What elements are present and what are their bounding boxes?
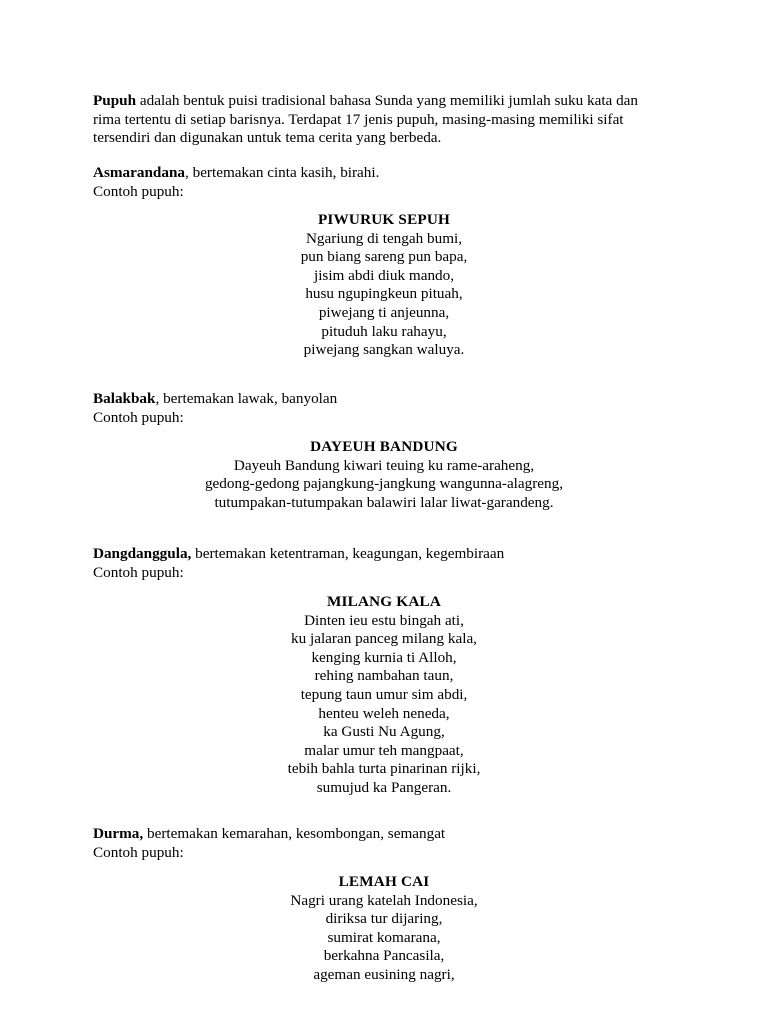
section-description: bertemakan kemarahan, kesombongan, semangat (143, 825, 446, 842)
poem-title: PIWURUK SEPUH (317, 211, 451, 228)
example-label: Contoh pupuh: (93, 843, 184, 861)
poem-line: rehing nambahan taun, (314, 667, 454, 685)
section-durma (93, 825, 673, 983)
poem-line: Dayeuh Bandung kiwari teuing ku rame-araheng, (233, 456, 535, 474)
poem-line: ageman eusining nagri, (313, 965, 455, 983)
section-description: bertemakan ketentraman, keagungan, kegembiraan (191, 545, 505, 562)
poem (93, 211, 675, 360)
poem-line: Dinten ieu estu bingah ati, (304, 611, 464, 629)
intro-line: tersendiri dan digunakan untuk tema cerita yang berbeda. (93, 129, 442, 147)
poem-line: husu ngupingkeun pituah, (305, 285, 463, 303)
poem-line: sumujud ka Pangeran. (316, 778, 452, 796)
poem-line: ku jalaran panceg milang kala, (291, 630, 477, 648)
poem-line: Ngariung di tengah bumi, (305, 229, 463, 247)
poem-line: Nagri urang katelah Indonesia, (290, 891, 478, 909)
intro-line: adalah bentuk puisi tradisional bahasa Sunda yang memiliki jumlah suku kata dan (136, 92, 638, 109)
poem-line: henteu weleh neneda, (318, 704, 450, 722)
poem-line: tutumpakan-tutumpakan balawiri lalar liwat-garandeng. (214, 493, 554, 511)
poem-title: MILANG KALA (326, 593, 441, 610)
poem-title: LEMAH CAI (338, 873, 430, 890)
poem-title: DAYEUH BANDUNG (310, 438, 458, 455)
intro-line: rima tertentu di setiap barisnya. Terdapat 17 jenis pupuh, masing-masing memiliki sifat (93, 110, 624, 128)
poem (93, 873, 675, 985)
section-heading (93, 390, 673, 409)
poem-line: tebih bahla turta pinarinan rijki, (287, 760, 481, 778)
section-balakbak (93, 390, 673, 511)
poem-line: tepung taun umur sim abdi, (300, 685, 468, 703)
section-heading (93, 545, 673, 564)
poem-line: kenging kurnia ti Alloh, (311, 648, 457, 666)
poem-line: piwejang ti anjeunna, (318, 303, 450, 321)
section-dangdanggula (93, 545, 673, 796)
poem-line: ka Gusti Nu Agung, (323, 723, 445, 741)
intro-term: Pupuh (93, 92, 137, 109)
poem-line: pituduh laku rahayu, (321, 322, 447, 340)
section-name: Dangdanggula, (93, 545, 192, 562)
section-heading (93, 164, 673, 183)
poem-line: gedong-gedong pajangkung-jangkung wangunna-alagreng, (204, 475, 564, 493)
poem-line: pun biang sareng pun bapa, (300, 248, 468, 266)
intro-paragraph (93, 92, 693, 148)
poem-line: piwejang sangkan waluya. (303, 341, 465, 359)
section-heading (93, 825, 673, 844)
section-name: Durma, (93, 825, 144, 842)
poem-line: sumirat komarana, (327, 928, 441, 946)
poem-line: jisim abdi diuk mando, (313, 266, 455, 284)
poem (93, 593, 675, 798)
section-description: , bertemakan lawak, banyolan (155, 390, 338, 407)
poem (93, 438, 675, 512)
poem-line: berkahna Pancasila, (323, 947, 445, 965)
section-name: Asmarandana (93, 164, 185, 181)
example-label: Contoh pupuh: (93, 563, 184, 581)
example-label: Contoh pupuh: (93, 408, 184, 426)
poem-line: diriksa tur dijaring, (325, 910, 443, 928)
section-description: , bertemakan cinta kasih, birahi. (185, 164, 380, 181)
example-label: Contoh pupuh: (93, 182, 184, 200)
section-name: Balakbak (93, 390, 156, 407)
section-asmarandana (93, 164, 673, 359)
poem-line: malar umur teh mangpaat, (304, 741, 464, 759)
